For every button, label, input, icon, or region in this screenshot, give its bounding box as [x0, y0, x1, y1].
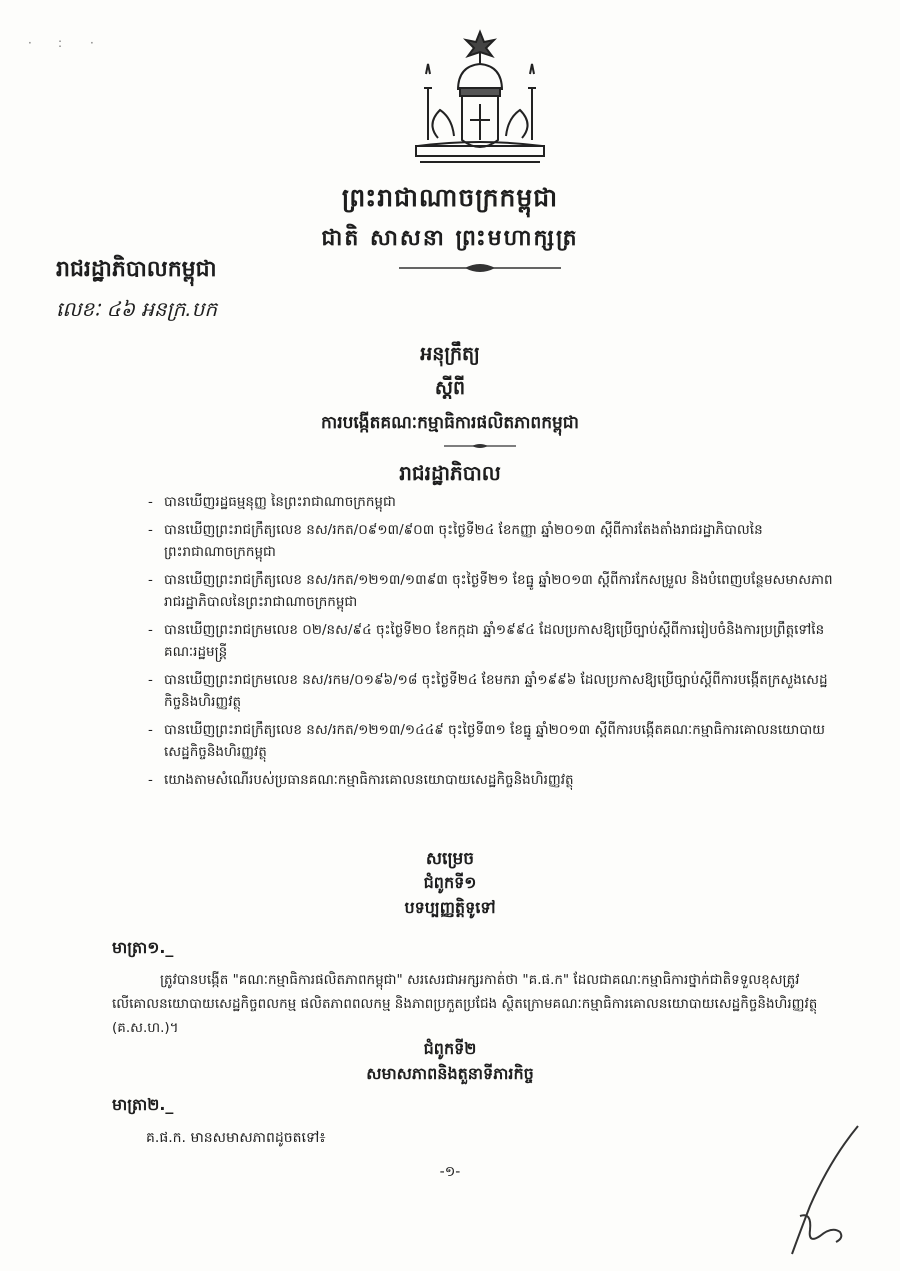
consideration-item: - បានឃើញព្រះរាជក្រឹត្យលេខ នស/រកត/១២១៣/១៤៤៩ ចុះថ្ងៃទី៣១ ខែធ្នូ ឆ្នាំ២០១៣ ស្តីពីការបង្កើតគណៈកម្មាធិការគោលនយោបាយសេដ្ឋកិច្ចនិងហិរញ្ញវត្ថុ: [148, 719, 838, 763]
royal-coat-of-arms-icon: [408, 28, 552, 176]
consideration-item: - យោងតាមសំណើរបស់ប្រធានគណៈកម្មាធិការគោលនយោបាយសេដ្ឋកិច្ចនិងហិរញ្ញវត្ថុ: [148, 769, 838, 791]
scan-speck: :: [58, 36, 63, 50]
scan-speck: ·: [28, 36, 32, 50]
decree-type: អនុក្រឹត្យ: [420, 343, 480, 365]
kingdom-heading: ព្រះរាជាណាចក្រកម្ពុជា: [341, 183, 559, 212]
consideration-item: - បានឃើញព្រះរាជក្រឹត្យលេខ នស/រកត/១២១៣/១៣៩៣ ចុះថ្ងៃទី២១ ខែធ្នូ ឆ្នាំ២០១៣ ស្តីពីការកែសម្រួល និងបំពេញបន្ថែមសមាសភាពរាជរដ្ឋាភិបាលនៃព្រះរាជាណាចក្រកម្ពុជា: [148, 569, 838, 613]
consideration-item: - បានឃើញព្រះរាជក្រមលេខ ០២/នស/៩៤ ចុះថ្ងៃទី២០ ខែកក្កដា ឆ្នាំ១៩៩៤ ដែលប្រកាសឱ្យប្រើច្បាប់ស្តីពីការរៀបចំនិងការប្រព្រឹត្តទៅនៃគណៈរដ្ឋមន្ត្រី: [148, 619, 838, 663]
decree-title: ការបង្កើតគណៈកម្មាធិការផលិតភាពកម្ពុជា: [321, 413, 579, 433]
decree-about: ស្តីពី: [434, 377, 466, 399]
article-1-label: មាត្រា១._: [112, 938, 174, 957]
handwritten-signature: [770, 1120, 870, 1260]
considerations-list: [148, 491, 838, 797]
issuing-government: រាជរដ្ឋាភិបាលកម្ពុជា: [56, 257, 217, 282]
chapter-1-title: បទប្បញ្ញត្តិទូទៅ: [404, 898, 496, 917]
chapter-2-label: ជំពូកទី២: [423, 1039, 477, 1058]
consideration-item: - បានឃើញរដ្ឋធម្មនុញ្ញ នៃព្រះរាជាណាចក្រកម្ពុជា: [148, 491, 838, 513]
chapter-2-title: សមាសភាពនិងតួនាទីភារកិច្ច: [366, 1064, 534, 1083]
page-number: -១-: [439, 1164, 461, 1180]
consideration-item: - បានឃើញព្រះរាជក្រមលេខ នស/រកម/០១៩៦/១៨ ចុះថ្ងៃទី២៤ ខែមករា ឆ្នាំ១៩៩៦ ដែលប្រកាសឱ្យប្រើច្បាប់ស្តីពីការបង្កើតក្រសួងសេដ្ឋកិច្ចនិងហិរញ្ញវត្ថុ: [148, 669, 838, 713]
decision-heading: សម្រេច: [425, 849, 475, 869]
article-2-text: គ.ផ.ក. មានសមាសភាពដូចតទៅ៖: [146, 1130, 326, 1146]
national-motto: ជាតិ សាសនា ព្រះមហាក្សត្រ: [321, 226, 579, 251]
decree-reference-number: លេខៈ ៤៦ អនក្រ.បក: [56, 297, 218, 321]
consideration-item: - បានឃើញព្រះរាជក្រឹត្យលេខ នស/រកត/០៩១៣/៩០៣ ចុះថ្ងៃទី២៤ ខែកញ្ញា ឆ្នាំ២០១៣ ស្តីពីការតែងតាំងរាជរដ្ឋាភិបាលនៃព្រះរាជាណាចក្រកម្ពុជា: [148, 519, 838, 563]
ornament-divider: [395, 262, 565, 274]
article-1-text: ត្រូវបានបង្កើត "គណៈកម្មាធិការផលិតភាពកម្ពុជា" សរសេរជាអក្សរកាត់ថា "គ.ផ.ក" ដែលជាគណៈកម្មាធិការថ្នាក់ជាតិទទួលខុសត្រូវលើគោលនយោបាយសេដ្ឋកិច្ចពលកម្ម ផលិតភាពពលកម្ម និងភាពប្រកួតប្រជែង ស្ថិតក្រោមគណៈកម្មាធិការគោលនយោបាយសេដ្ឋកិច្ចនិងហិរញ្ញវត្ថុ (គ.ស.ហ.)។: [112, 972, 818, 1036]
article-2-label: មាត្រា២._: [112, 1095, 174, 1114]
ornament-divider-small: [442, 442, 518, 450]
scan-speck: ·: [90, 36, 94, 50]
authority-heading: រាជរដ្ឋាភិបាល: [399, 461, 501, 485]
chapter-1-label: ជំពូកទី១: [423, 873, 477, 892]
